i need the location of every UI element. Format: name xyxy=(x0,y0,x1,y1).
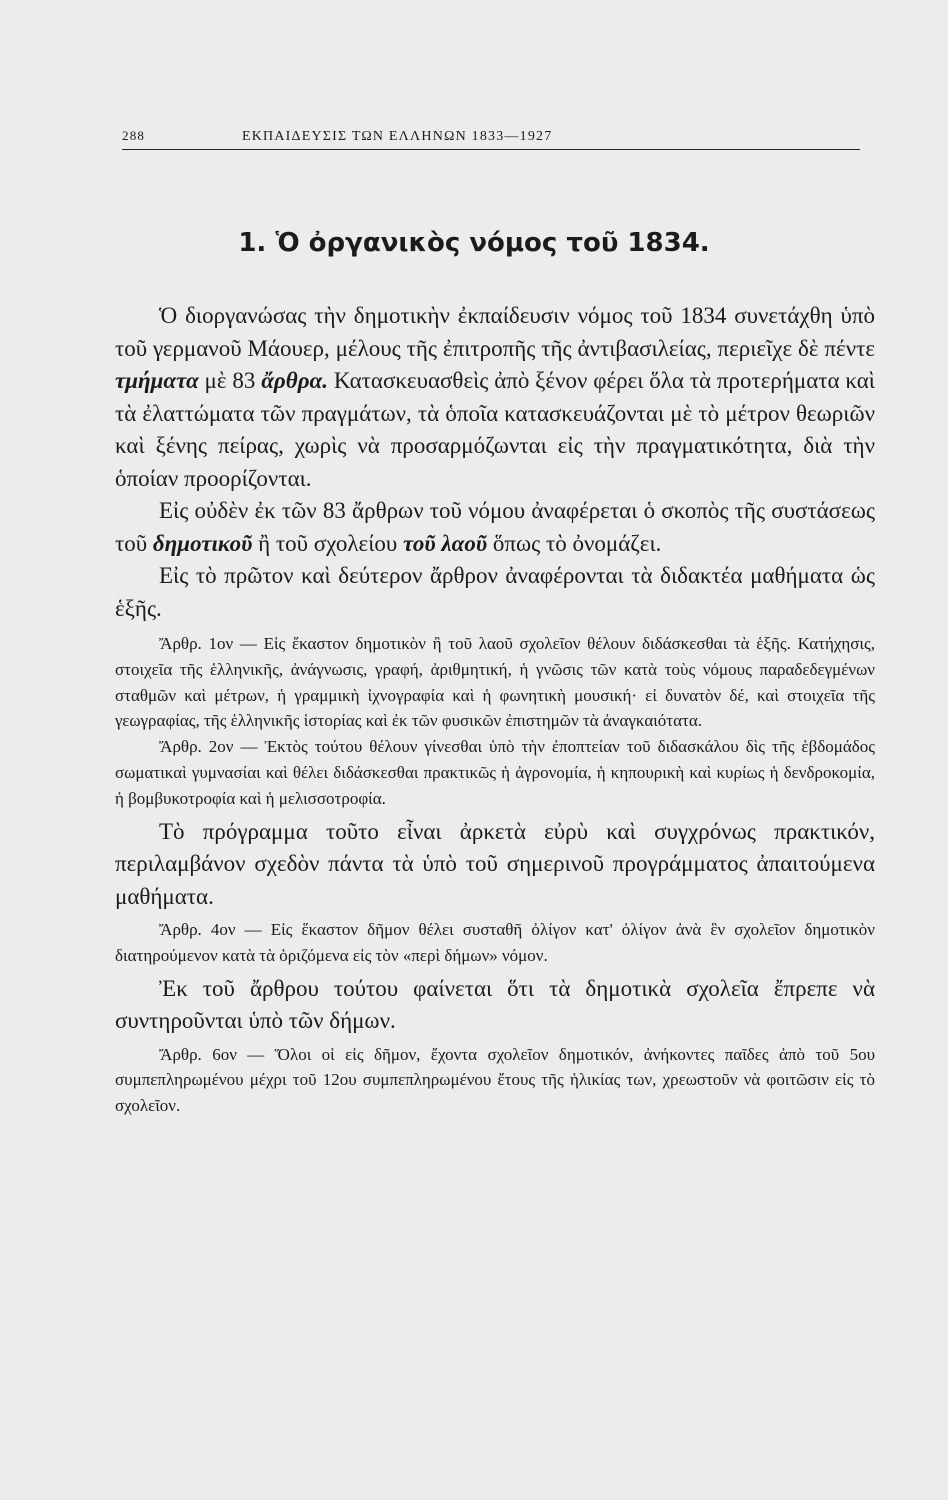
text-run: ἢ τοῦ σχολείου xyxy=(252,530,404,556)
quoted-article-2: Ἄρθρ. 2ον — Ἐκτὸς τούτου θέλουν γίνεσθαι ὑπὸ τὴν ἐποπτείαν τοῦ διδασκάλου δὶς τῆς ἑβδομάδος σωματικαὶ γυμνασίαι καὶ θέλει διδάσκεσθαι πρακτικῶς ἡ ἀγρονομία, ἡ κηπουρικὴ καὶ κυρίως ἡ δενδροκομία, ἡ βομβυκοτροφία καὶ ἡ μελισσοτροφία. xyxy=(115,737,875,808)
emphasis-term: δημοτικοῦ xyxy=(152,530,253,556)
body-text xyxy=(115,300,875,1119)
text-run: ὅπως τὸ ὀνομάζει. xyxy=(487,530,662,556)
text-run: Εἰς οὐδὲν ἐκ τῶν 83 ἄρθρων τοῦ νόμου ἀναφέρεται ὁ σκοπὸς τῆς συστάσεως τοῦ xyxy=(115,498,875,556)
chapter-title: 1. Ὁ ὀργανικὸς νόμος τοῦ 1834. xyxy=(238,228,710,258)
quoted-article-1: Ἄρθρ. 1ον — Εἰς ἕκαστον δημοτικὸν ἢ τοῦ λαοῦ σχολεῖον θέλουν διδάσκεσθαι τὰ ἑξῆς. Κατήχησις, στοιχεῖα τῆς ἑλληνικῆς, ἀνάγνωσις, γραφή, ἀριθμητική, ἡ γνῶσις τῶν κατὰ τοὺς νόμους παραδεδεγμένων σταθμῶν καὶ μέτρων, ἡ γραμμικὴ ἰχνογραφία καὶ ἡ φωνητικὴ μουσική· εἰ δυνατὸν δέ, καὶ στοιχεῖα τῆς γεωγραφίας, τῆς ἑλληνικῆς ἱστορίας καὶ ἐκ τῶν φυσικῶν ἐπιστημῶν τὰ ἀναγκαιότατα. xyxy=(115,634,875,731)
text-run: Κατασκευασθεὶς ἀπὸ ξένον φέρει ὅλα τὰ προτερήματα καὶ τὰ ἐλαττώματα τῶν πραγμάτων, τὰ ὁποῖα κατασκευάζονται μὲ τὸ μέτρον θεωριῶν καὶ ξένης πείρας, χωρὶς νὰ προσαρμόζωνται εἰς τὴν πραγματικότητα, διὰ τὴν ὁποίαν προορίζονται. xyxy=(115,368,875,491)
running-header xyxy=(122,128,860,150)
running-title: ΕΚΠΑΙΔΕΥΣΙΣ ΤΩΝ ΕΛΛΗΝΩΝ 1833—1927 xyxy=(242,129,553,144)
emphasis-term: ἄρθρα. xyxy=(261,368,329,393)
page-number: 288 xyxy=(122,128,146,143)
paragraph-4: Τὸ πρόγραμμα τοῦτο εἶναι ἀρκετὰ εὐρὺ καὶ συγχρόνως πρακτικόν, περιλαμβάνον σχεδὸν πάντα τὰ ὑπὸ τοῦ σημερινοῦ προγράμματος ἀπαιτούμενα μαθήματα. xyxy=(115,818,875,909)
paragraph-2 xyxy=(115,495,875,560)
paragraph-5: Ἐκ τοῦ ἄρθρου τούτου φαίνεται ὅτι τὰ δημοτικὰ σχολεῖα ἔπρεπε νὰ συντηροῦνται ὑπὸ τῶν δήμων. xyxy=(115,975,875,1034)
emphasis-term: τμήματα xyxy=(115,368,199,393)
text-run: μὲ 83 xyxy=(198,368,262,393)
quoted-article-4: Ἄρθρ. 4ον — Εἰς ἕκαστον δῆμον θέλει συσταθῆ ὀλίγον κατ' ὀλίγον ἀνὰ ἓν σχολεῖον δημοτικὸν διατηρούμενον κατὰ τὰ ὁριζόμενα εἰς τὸν «περὶ δήμων» νόμον. xyxy=(115,920,875,965)
paragraph-1 xyxy=(115,300,875,495)
text-run: Ὁ διοργανώσας τὴν δημοτικὴν ἐκπαίδευσιν νόμος τοῦ 1834 συνετάχθη ὑπὸ τοῦ γερμανοῦ Μάουερ, μέλους τῆς ἐπιτροπῆς τῆς ἀντιβασιλείας, περιεῖχε δὲ πέντε xyxy=(115,303,875,361)
emphasis-term: τοῦ λαοῦ xyxy=(403,530,488,556)
paragraph-3: Εἰς τὸ πρῶτον καὶ δεύτερον ἄρθρον ἀναφέρονται τὰ διδακτέα μαθήματα ὡς ἑξῆς. xyxy=(115,563,875,621)
quoted-article-6: Ἄρθρ. 6ον — Ὅλοι οἱ εἰς δῆμον, ἔχοντα σχολεῖον δημοτικόν, ἀνήκοντες παῖδες ἀπὸ τοῦ 5ου συμπεπληρωμένου μέχρι τοῦ 12ου συμπεπληρωμένου ἔτους τῆς ἡλικίας των, χρεωστοῦν νὰ φοιτῶσιν εἰς τὸ σχολεῖον. xyxy=(115,1044,875,1116)
